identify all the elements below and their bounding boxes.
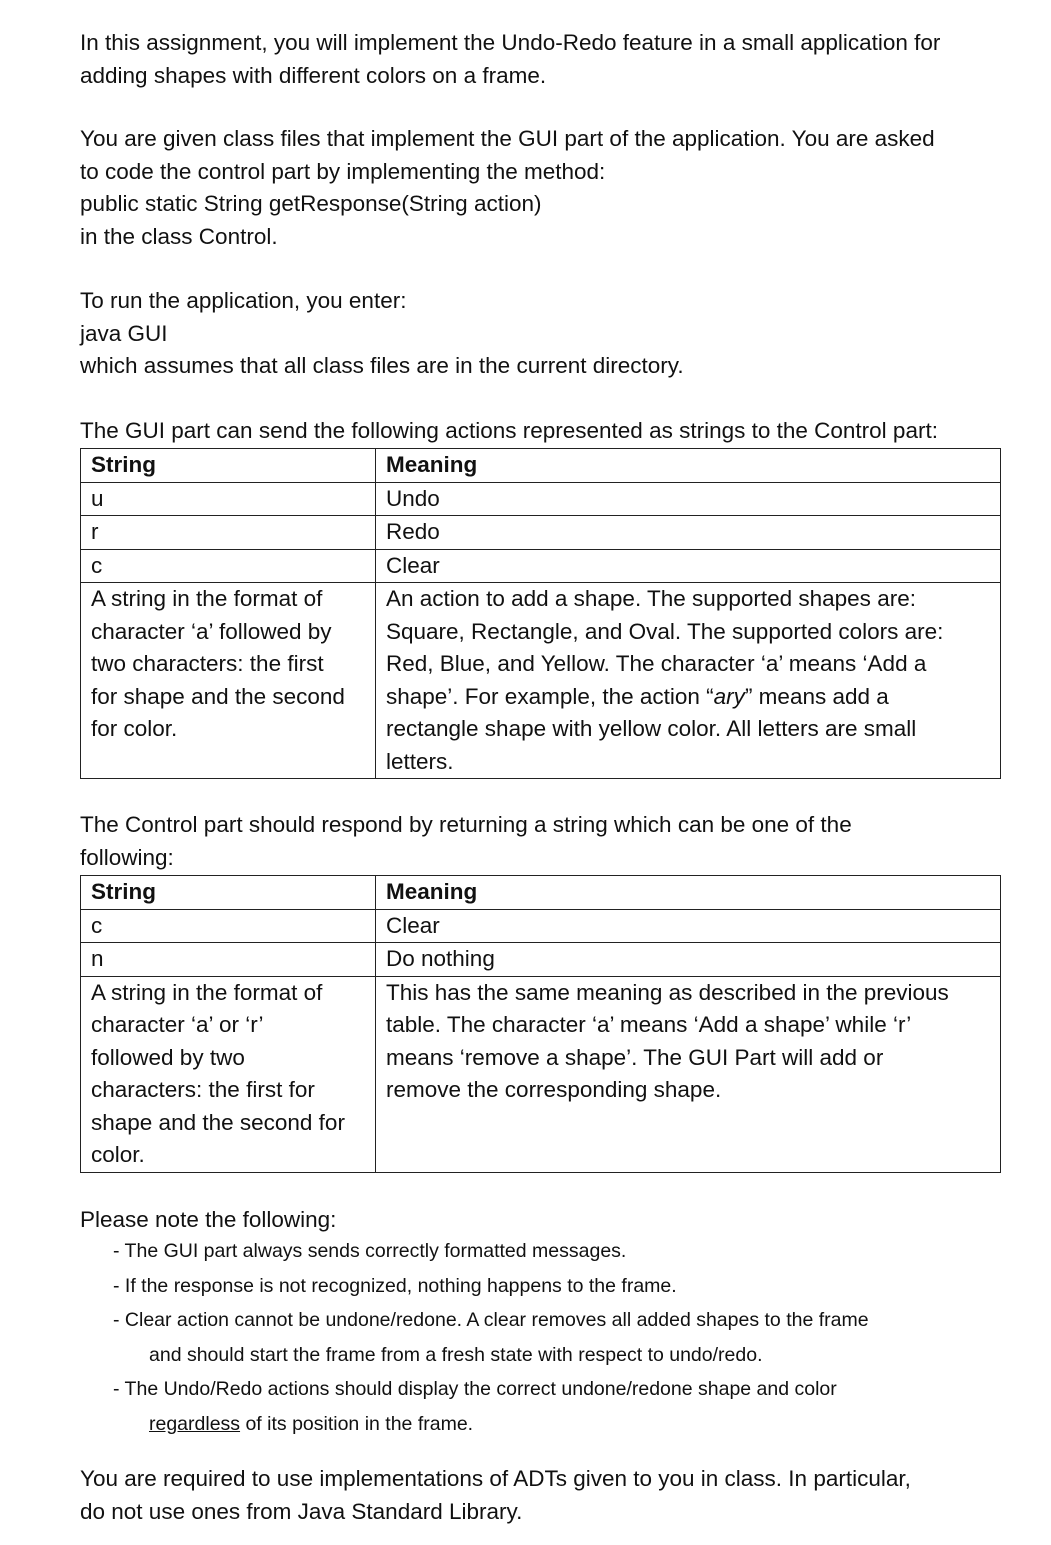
example-action-italic: ary xyxy=(713,683,745,709)
notes-list xyxy=(113,1234,1013,1441)
table-row xyxy=(81,943,1001,977)
actions-intro xyxy=(80,415,1010,448)
note-text-tail: of its position in the frame. xyxy=(240,1412,474,1435)
cell-line: An action to add a shape. The supported shapes are: xyxy=(386,586,916,611)
given-line: to code the control part by implementing the method: xyxy=(80,158,606,184)
table-cell-string xyxy=(81,976,376,1172)
table-header-row xyxy=(81,876,1001,910)
column-header-meaning: Meaning xyxy=(376,876,1001,910)
table-cell-meaning: Redo xyxy=(376,516,1001,550)
note-text: - If the response is not recognized, nothing happens to the frame. xyxy=(113,1274,677,1297)
cell-line: characters: the first for xyxy=(91,1077,315,1102)
cell-line: letters. xyxy=(386,748,454,774)
cell-line: character ‘a’ followed by xyxy=(91,618,332,644)
table-cell-meaning: Clear xyxy=(376,909,1001,943)
note-text-continued: and should start the frame from a fresh state with respect to undo/redo. xyxy=(149,1343,763,1366)
note-item xyxy=(113,1372,1013,1441)
cell-line: A string in the format of xyxy=(91,979,323,1005)
run-line: To run the application, you enter: xyxy=(80,288,407,313)
actions-intro-line: The GUI part can send the following actions represented as strings to the Control part: xyxy=(80,418,938,443)
table-cell-string: r xyxy=(81,516,376,550)
given-line: in the class Control. xyxy=(80,223,278,249)
cell-line: Red, Blue, and Yellow. The character ‘a’ means ‘Add a xyxy=(386,651,927,676)
note-text: - The Undo/Redo actions should display the correct undone/redone shape and color xyxy=(113,1378,837,1400)
run-command: java GUI xyxy=(80,320,168,346)
cell-line: rectangle shape with yellow color. All letters are small xyxy=(386,716,917,741)
notes-heading xyxy=(80,1204,1010,1237)
cell-text: ” means add a xyxy=(744,683,889,709)
table-row xyxy=(81,549,1001,583)
table-row xyxy=(81,516,1001,550)
intro-paragraph xyxy=(80,27,1010,92)
cell-line: table. The character ‘a’ means ‘Add a shape’ while ‘r’ xyxy=(386,1012,912,1037)
table-cell-meaning: Clear xyxy=(376,549,1001,583)
note-item xyxy=(113,1234,1013,1269)
cell-line: color. xyxy=(91,1142,145,1167)
cell-line: means ‘remove a shape’. The GUI Part will add or xyxy=(386,1044,884,1070)
closing-paragraph xyxy=(80,1463,1010,1528)
cell-line: remove the corresponding shape. xyxy=(386,1077,722,1102)
cell-line: two characters: the first xyxy=(91,651,324,676)
table-cell-string: n xyxy=(81,943,376,977)
cell-line: This has the same meaning as described in the previous xyxy=(386,979,949,1005)
table-row xyxy=(81,909,1001,943)
table-cell-meaning xyxy=(376,976,1001,1172)
note-item xyxy=(113,1269,1013,1304)
responses-intro-line: The Control part should respond by returning a string which can be one of the xyxy=(80,812,852,837)
note-text: - Clear action cannot be undone/redone. A clear removes all added shapes to the frame xyxy=(113,1309,869,1331)
notes-heading-text: Please note the following: xyxy=(80,1207,337,1232)
cell-line: A string in the format of xyxy=(91,586,323,611)
cell-text: shape’. For example, the action “ xyxy=(386,683,714,709)
intro-line: adding shapes with different colors on a frame. xyxy=(80,62,547,88)
table-cell-meaning: Undo xyxy=(376,482,1001,516)
column-header-string: String xyxy=(81,449,376,483)
cell-line: shape and the second for xyxy=(91,1109,345,1135)
method-signature: public static String getResponse(String action) xyxy=(80,191,542,216)
cell-line: for color. xyxy=(91,716,178,741)
cell-line: character ‘a’ or ‘r’ xyxy=(91,1012,264,1037)
column-header-meaning: Meaning xyxy=(376,449,1001,483)
responses-intro xyxy=(80,809,1010,874)
given-paragraph xyxy=(80,123,1010,253)
note-text-continued xyxy=(113,1407,1013,1442)
table-cell-meaning xyxy=(376,583,1001,779)
note-item xyxy=(113,1303,1013,1372)
note-text: - The GUI part always sends correctly formatted messages. xyxy=(113,1240,627,1262)
underlined-word: regardless xyxy=(149,1412,241,1435)
actions-table xyxy=(80,448,1001,779)
table-cell-string: u xyxy=(81,482,376,516)
column-header-string: String xyxy=(81,876,376,910)
closing-line: You are required to use implementations of ADTs given to you in class. In particular, xyxy=(80,1466,911,1491)
given-line: You are given class files that implement the GUI part of the application. You are asked xyxy=(80,126,935,151)
responses-table xyxy=(80,875,1001,1173)
table-cell-string xyxy=(81,583,376,779)
table-cell-string: c xyxy=(81,909,376,943)
run-line: which assumes that all class files are in the current directory. xyxy=(80,353,684,378)
table-row xyxy=(81,583,1001,779)
closing-line: do not use ones from Java Standard Library. xyxy=(80,1498,523,1524)
cell-line: followed by two xyxy=(91,1044,245,1070)
run-paragraph xyxy=(80,285,1010,383)
table-row xyxy=(81,976,1001,1172)
cell-line: for shape and the second xyxy=(91,683,345,709)
table-cell-meaning: Do nothing xyxy=(376,943,1001,977)
responses-intro-line: following: xyxy=(80,844,174,870)
table-header-row xyxy=(81,449,1001,483)
cell-line xyxy=(386,681,990,714)
intro-line: In this assignment, you will implement the Undo-Redo feature in a small application for xyxy=(80,30,941,55)
table-row xyxy=(81,482,1001,516)
table-cell-string: c xyxy=(81,549,376,583)
cell-line: Square, Rectangle, and Oval. The supported colors are: xyxy=(386,618,944,644)
